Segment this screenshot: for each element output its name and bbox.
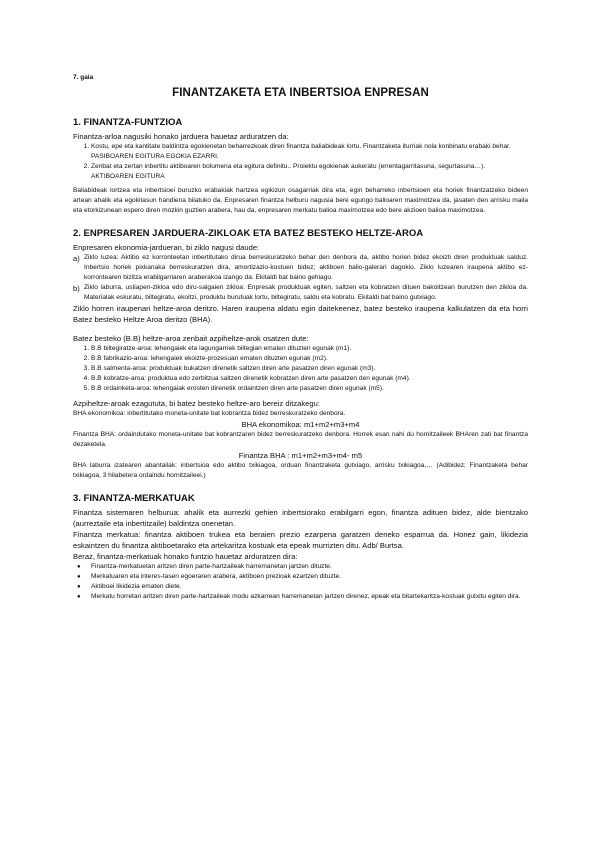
list-item: 1. Kostu, epe eta kantitate baldintza egokienetan beharrezkoak diren finantza baliabideak lortu. Finantzaketa iturriak nola konbinatu erabaki behar. PASIBOAREN EGITURA EGOKIA EZARRI. <box>91 142 528 162</box>
functions-list <box>73 562 528 602</box>
azpiheltze-paragraph: Azpiheltze-aroak ezagututa, bi batez besteko heltze-aro bereiz ditzakegu: <box>73 399 320 408</box>
section-3-heading: 3. FINANTZA-MERKATUAK <box>73 493 195 504</box>
list-text: Ziklo luzea: Aktibo ez korronteetan inbertitutako dirua berreskuratzeko behar den denbora da, aktibo horien bidez ekoizti diren produktuak salduz. Inbertsio horiek pixkanaka berreskuratzen dira, amortizazio-kostuen bidez; aktiboen balio-galerari dagokio. Ziklo luzearen iraupena aktibo ez-korrontearen bizitza erabilgarriaren araberakoa izango da. Ekitaldi bat baino gehiago. <box>84 254 528 281</box>
list-item: 5. B.B ordainketa-aroa: lehengaiak erosten direnetik ordaintzen diren arte pasatzen diren egunak (m5). <box>91 384 528 394</box>
bha-ekonomikoa-definition: BHA ekonomikoa: inbertitutako moneta-unitate bat kobrantza bidez berreskuratzeko denbora. <box>73 410 346 417</box>
subperiods-intro: Batez besteko (B.B) heltze-aroa zenbait azpiheltze-arok osatzen dute: <box>73 334 309 343</box>
section-1-paragraph: Baliabideak lortzea eta inbertsioei buruzko erabakiak hartzea egikizun osagarriak dira eta, egin beharreko inbertsioen eta horiek finantzatzeko bideen artean ahalik eta egokitasun handiena bilatuko da. Enpresaren finantza helburu nagusia bere egungo balioaren maximotzea da, jasaten den arrisku maila eta etorkizunean espero diren mozkin guztien arabera, hau da, enpresaren merkatu balioa maximotzea edo bere akzioen balioa maximotzea. <box>73 187 528 214</box>
list-marker: a) <box>73 254 80 263</box>
iraupena-paragraph: Ziklo horren iraupenari heltze-aroa deritzo. Haren iraupena aldatu egin daitekeenez, batez besteko iraupena kalkulatzen da eta horri Batez besteko Heltze Aroa deritzo (BHA). <box>73 304 528 324</box>
list-item: ● Aktiboei likidezia ematen diete. <box>91 582 528 592</box>
list-item <box>73 283 528 303</box>
chapter-label: 7. gaia <box>73 74 94 81</box>
list-text: Ziklo laburra, ustiapen-zikloa edo diru-salgaien zikloa: Enpresak produktuak egiten, saltzen eta kobratzen dituen bakoitzean burutzen den zikloa da. Materialak eskuratu, biltegiratu, ekoitzi, produktu burutuak lortu, biltegiratu, saldu eta kobratu. Ekitaldi bat baino gutxiago. <box>84 284 528 301</box>
section-3-paragraph-1: Finantza sistemaren helburua: ahalik eta aurrezki gehien inbertsiorako erabilgarri egon, finantza adituen bidez, alde bientzako (aurreztaile eta inbertitzaile) baldintza onenetan. <box>73 508 528 528</box>
document-page <box>73 74 528 602</box>
list-item <box>73 253 528 283</box>
finantza-bha-definition: Finantza BHA: ordaindutako moneta-unitate bat kobrantzaren bidez berreskuratzeko denbora. Horrek esan nahi du hornitzaileek BHAren zati bat finantza dezaketela. <box>73 431 528 448</box>
section-2-intro: Enpresaren ekonomia-jardueran, bi ziklo nagusi daude: <box>73 243 260 252</box>
list-marker: b) <box>73 284 80 293</box>
list-item: ● Merkatuaren eta interes-tasen egoeraren arabera, aktiboen prezioak ezartzen dituzte. <box>91 572 528 582</box>
list-item: ● Finantza-merkatuetan aritzen diren parte-hartzaileak harremanetan jartzen dituzte. <box>91 562 528 572</box>
subperiods-list <box>73 344 528 394</box>
formula-financial: Finantza BHA : m1+m2+m3+m4- m5 <box>238 451 363 460</box>
list-item: 1. B.B biltegiratze-aroa: lehengaiek eta lagungarriek biltegian ematen dituzten egunak (m1). <box>91 344 528 354</box>
section-2-heading: 2. ENPRESAREN JARDUERA-ZIKLOAK ETA BATEZ BESTEKO HELTZE-AROA <box>73 228 424 239</box>
document-title: FINANTZAKETA ETA INBERTSIOA ENPRESAN <box>172 87 429 99</box>
bha-laburra-paragraph: BHA laburra izatearen abantailak: inbertsioa edo aktibo txikiagoa, orduan finantzaketa gutxiago, arrisku txikiagoa,… (Adibidez; Finantzaketa behar txikiagoa, 3 hilabetera ordaindu hornitzaileei.) <box>73 462 528 479</box>
section-1-heading: 1. FINANTZA-FUNTZIOA <box>73 117 183 128</box>
section-3-paragraph-2: Finantza merkatua: finantza aktiboen trukea eta beraien prezio ezarpena garatzen deneko esparrua da. Honez gain, likidezia eskaintzen du finantza aktiboetarako eta artekaritza kostuak eta epeak murrizten ditu. Adb/ Burtsa. <box>73 530 528 550</box>
cycle-list <box>73 253 528 303</box>
section-1-list <box>73 142 528 182</box>
list-item: 2. Zenbat eta zertan inbertitu aktiboaren bolumena eta egitura definitu.. Proiektu egokienak aukeratu (errentagarritasuna, segurtasuna…). AKTIBOAREN EGITURA <box>91 162 528 182</box>
formula-economic: BHA ekonomikoa: m1+m2+m3+m4 <box>241 420 360 429</box>
list-item: 2. B.B fabrikazio-aroa: lehengaiek ekoizte-prozesuan ematen dituzten egunak (m2). <box>91 354 528 364</box>
section-3-paragraph-3: Beraz, finantza-merkatuak honako funtzio hauetaz arduratzen dira: <box>73 552 298 561</box>
section-1-intro: Finantza-arloa nagusiki honako jarduera hauetaz arduratzen da: <box>73 132 289 141</box>
list-item: 4. B.B kobratze-aroa: produktua edo zerbitzua saltzen direnetik kobratzen diren arte pasatzen den egunak (m4). <box>91 374 528 384</box>
list-item: 3. B.B salmenta-aroa: produktuak bukatzen direnetik saltzen diren arte pasatzen diren egunak (m3). <box>91 364 528 374</box>
list-item: ● Merkatu horretan aritzen diren parte-hartzaileak modu azkarrean harremanetan jartzen direnez, epeak eta bitartekaritza-kostuak gutxitu egiten dira. <box>91 592 528 602</box>
